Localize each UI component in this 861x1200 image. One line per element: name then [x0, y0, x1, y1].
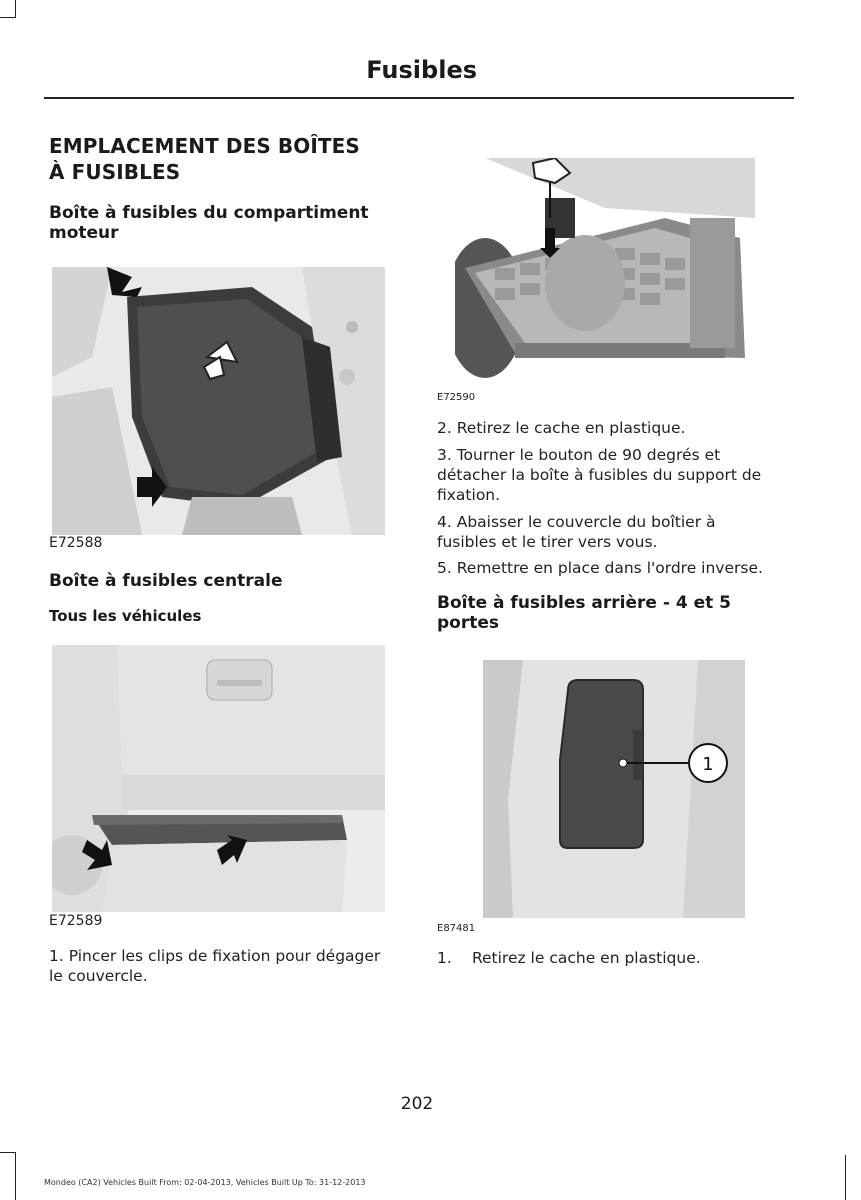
step-1-text	[49, 946, 380, 986]
rear-heading-line-1: Boîte à fusibles arrière - 4 et 5	[437, 593, 731, 613]
all-vehicles-subheading: Tous les véhicules	[49, 607, 202, 625]
page-title: Fusibles	[366, 56, 477, 84]
figure-1-caption: E72588	[49, 535, 103, 551]
engine-fusebox-illustration	[52, 267, 385, 535]
edition-footer: Mondeo (CA2) Vehicles Built From: 02-04-2013, Vehicles Built Up To: 31-12-2013	[44, 1178, 366, 1187]
rear-step-1-text: Retirez le cache en plastique.	[471, 949, 701, 967]
engine-heading-line-1: Boîte à fusibles du compartiment	[49, 203, 369, 223]
crop-mark-top-left-h	[0, 17, 16, 18]
section-title	[49, 133, 360, 185]
header-divider	[44, 97, 794, 99]
figure-4-caption: E87481	[437, 923, 476, 934]
rear-step-1	[437, 948, 701, 968]
rear-fusebox-heading	[437, 593, 731, 633]
step-4-text	[437, 512, 716, 552]
rear-step-1-number: 1.	[437, 949, 452, 967]
step-3-line-3: fixation.	[437, 486, 501, 504]
figure-3-caption: E72590	[437, 392, 476, 403]
crop-mark-bottom-left-h	[0, 1152, 16, 1153]
step-3-line-2: détacher la boîte à fusibles du support de	[437, 466, 762, 484]
section-title-line-2: À FUSIBLES	[49, 160, 181, 184]
crop-mark-top-left	[15, 0, 16, 18]
section-title-line-1: EMPLACEMENT DES BOÎTES	[49, 134, 360, 158]
callout-1-label: 1	[702, 754, 714, 775]
rear-fusebox-illustration	[483, 660, 745, 918]
step-5-text: 5. Remettre en place dans l'ordre inverse.	[437, 559, 763, 577]
engine-fusebox-heading	[49, 203, 369, 243]
step-1-line-2: le couvercle.	[49, 967, 148, 985]
step-3-line-1: 3. Tourner le bouton de 90 degrés et	[437, 446, 721, 464]
step-2-text: 2. Retirez le cache en plastique.	[437, 419, 686, 437]
rear-heading-line-2: portes	[437, 613, 500, 633]
crop-mark-bottom-left	[15, 1152, 16, 1200]
central-fusebox-heading: Boîte à fusibles centrale	[49, 571, 283, 591]
fusebox-detach-illustration	[455, 158, 755, 388]
central-fusebox-illustration	[52, 645, 385, 912]
step-3-text	[437, 445, 761, 505]
crop-mark-bottom-right	[845, 1155, 846, 1200]
engine-heading-line-2: moteur	[49, 223, 119, 243]
step-4-line-1: 4. Abaisser le couvercle du boîtier à	[437, 513, 716, 531]
step-4-line-2: fusibles et le tirer vers vous.	[437, 533, 658, 551]
page-number: 202	[400, 1094, 434, 1114]
figure-2-caption: E72589	[49, 913, 103, 929]
step-1-line-1: 1. Pincer les clips de fixation pour dégager	[49, 947, 381, 965]
